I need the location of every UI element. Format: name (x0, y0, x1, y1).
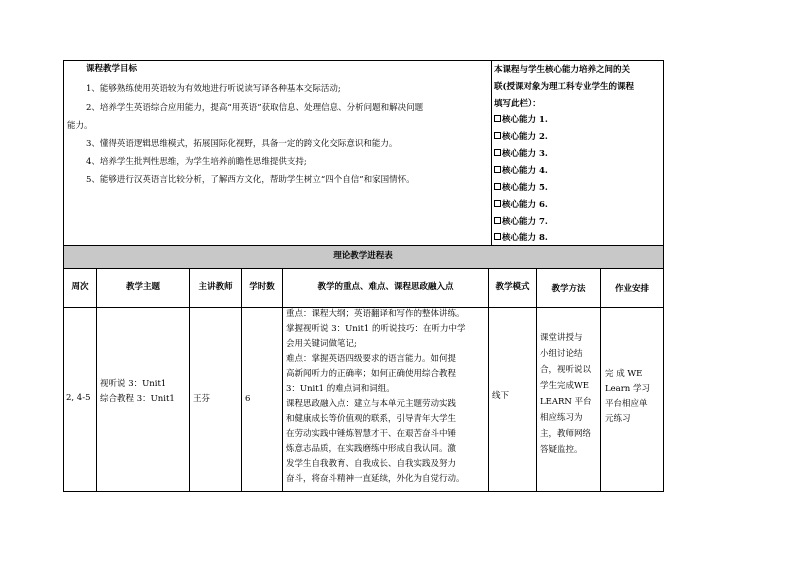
row-teacher: 王芬 (193, 394, 211, 404)
core-ability-item[interactable]: 核心能力 7. (494, 214, 548, 231)
row-method-line: 主，教师网络 (540, 429, 592, 439)
checkbox-icon (494, 217, 501, 224)
row-mode: 线下 (492, 391, 510, 401)
checkbox-icon (494, 200, 501, 207)
row-homework-line: 元练习 (605, 414, 631, 424)
core-ability-item[interactable]: 核心能力 3. (494, 146, 548, 163)
objective-item: 1、能够熟练使用英语较为有效地进行听说读写译各种基本交际活动; (86, 84, 341, 94)
core-title-line: 填写此栏）： (494, 99, 541, 109)
objective-item: 4、培养学生批判性思维，为学生培养前瞻性思维提供支持; (86, 157, 307, 167)
core-ability-item[interactable]: 核心能力 1. (494, 112, 548, 129)
checkbox-icon (494, 132, 501, 139)
objectives-title: 课程教学目标 (86, 64, 138, 74)
header-content: 教学的重点、难点、课程思政融入点 (317, 282, 454, 292)
core-ability-item[interactable]: 核心能力 2. (494, 129, 548, 146)
header-topic: 教学主题 (125, 282, 160, 292)
row-content-line: 重点：课程大纲；英语翻译和写作的整体讲练。 (286, 309, 465, 319)
core-ability-item[interactable]: 核心能力 4. (494, 163, 548, 180)
row-method-line: 答疑监控。 (540, 445, 583, 455)
row-topic-line: 综合教程 3：Unit1 (100, 394, 175, 404)
row-hours: 6 (245, 394, 251, 404)
objective-item: 能力。 (67, 121, 93, 131)
row-content-line: 课程思政融入点：建立与本单元主题劳动实践 (286, 399, 457, 409)
row-method-line: 小组讨论结 (540, 349, 583, 359)
header-homework: 作业安排 (614, 284, 649, 294)
row-content-line: 在劳动实践中锤炼智慧才干、在艰苦奋斗中锤 (286, 429, 457, 439)
core-ability-item[interactable]: 核心能力 6. (494, 197, 548, 214)
row-method-line: LEARN 平台 (540, 397, 592, 407)
header-mode: 教学模式 (495, 282, 530, 292)
row-week: 2, 4-5 (66, 393, 91, 403)
row-homework-line: Learn 学习 (605, 384, 650, 394)
row-method-line: 相应练习为 (540, 413, 583, 423)
row-content-line: 掌握视听说 3：Unit1 的听说技巧：在听力中学 (286, 324, 466, 334)
row-content-line: 难点：掌握英语四级要求的语言能力。如何提 (286, 354, 457, 364)
header-week: 周次 (71, 282, 89, 292)
row-topic-line: 视听说 3：Unit1 (100, 379, 167, 389)
row-content-line: 和健康成长等价值观的联系，引导青年大学生 (286, 414, 457, 424)
objective-item: 2、培养学生英语综合应用能力，提高“用英语”获取信息、处理信息、分析问题和解决问题 (86, 103, 424, 113)
row-method-line: 课堂讲授与 (540, 333, 583, 343)
row-content-line: 奋斗，将奋斗精神一直延续，外化为自觉行动。 (286, 474, 465, 484)
row-content-line: 3：Unit1 的难点词和词组。 (286, 384, 395, 394)
row-homework-line: 平台相应单 (605, 399, 648, 409)
checkbox-icon (494, 183, 501, 190)
checkbox-icon (494, 115, 501, 122)
row-content-line: 发学生自我教育、自我成长、自我实践及努力 (286, 459, 457, 469)
row-content-line: 会用关键词做笔记; (286, 339, 357, 349)
header-hours: 学时数 (249, 282, 275, 292)
checkbox-icon (494, 149, 501, 156)
core-ability-item[interactable]: 核心能力 8. (494, 230, 548, 247)
row-content-line: 炼意志品质，在实践磨练中形成自我认同。激 (286, 444, 457, 454)
row-method-line: 学生完成WE (540, 381, 589, 391)
core-title-line: 本课程与学生核心能力培养之间的关 (494, 65, 631, 75)
checkbox-icon (494, 233, 501, 240)
header-method: 教学方法 (551, 284, 586, 294)
core-ability-item[interactable]: 核心能力 5. (494, 180, 548, 197)
row-content-line: 高新闻听力的正确率；如何正确使用综合教程 (286, 369, 457, 379)
schedule-title: 理论教学进程表 (333, 251, 393, 261)
core-title-line: 联(授课对象为理工科专业学生的课程 (494, 82, 635, 92)
checkbox-icon (494, 166, 501, 173)
header-teacher: 主讲教师 (198, 282, 233, 292)
objective-item: 3、懂得英语逻辑思维模式，拓展国际化视野，具备一定的跨文化交际意识和能力。 (86, 139, 398, 149)
row-method-line: 合，视听说以 (540, 365, 592, 375)
row-homework-line: 完 成 WE (605, 369, 643, 379)
objective-item: 5、能够进行汉英语言比较分析，了解西方文化，帮助学生树立“四个自信”和家国情怀。 (86, 175, 415, 185)
